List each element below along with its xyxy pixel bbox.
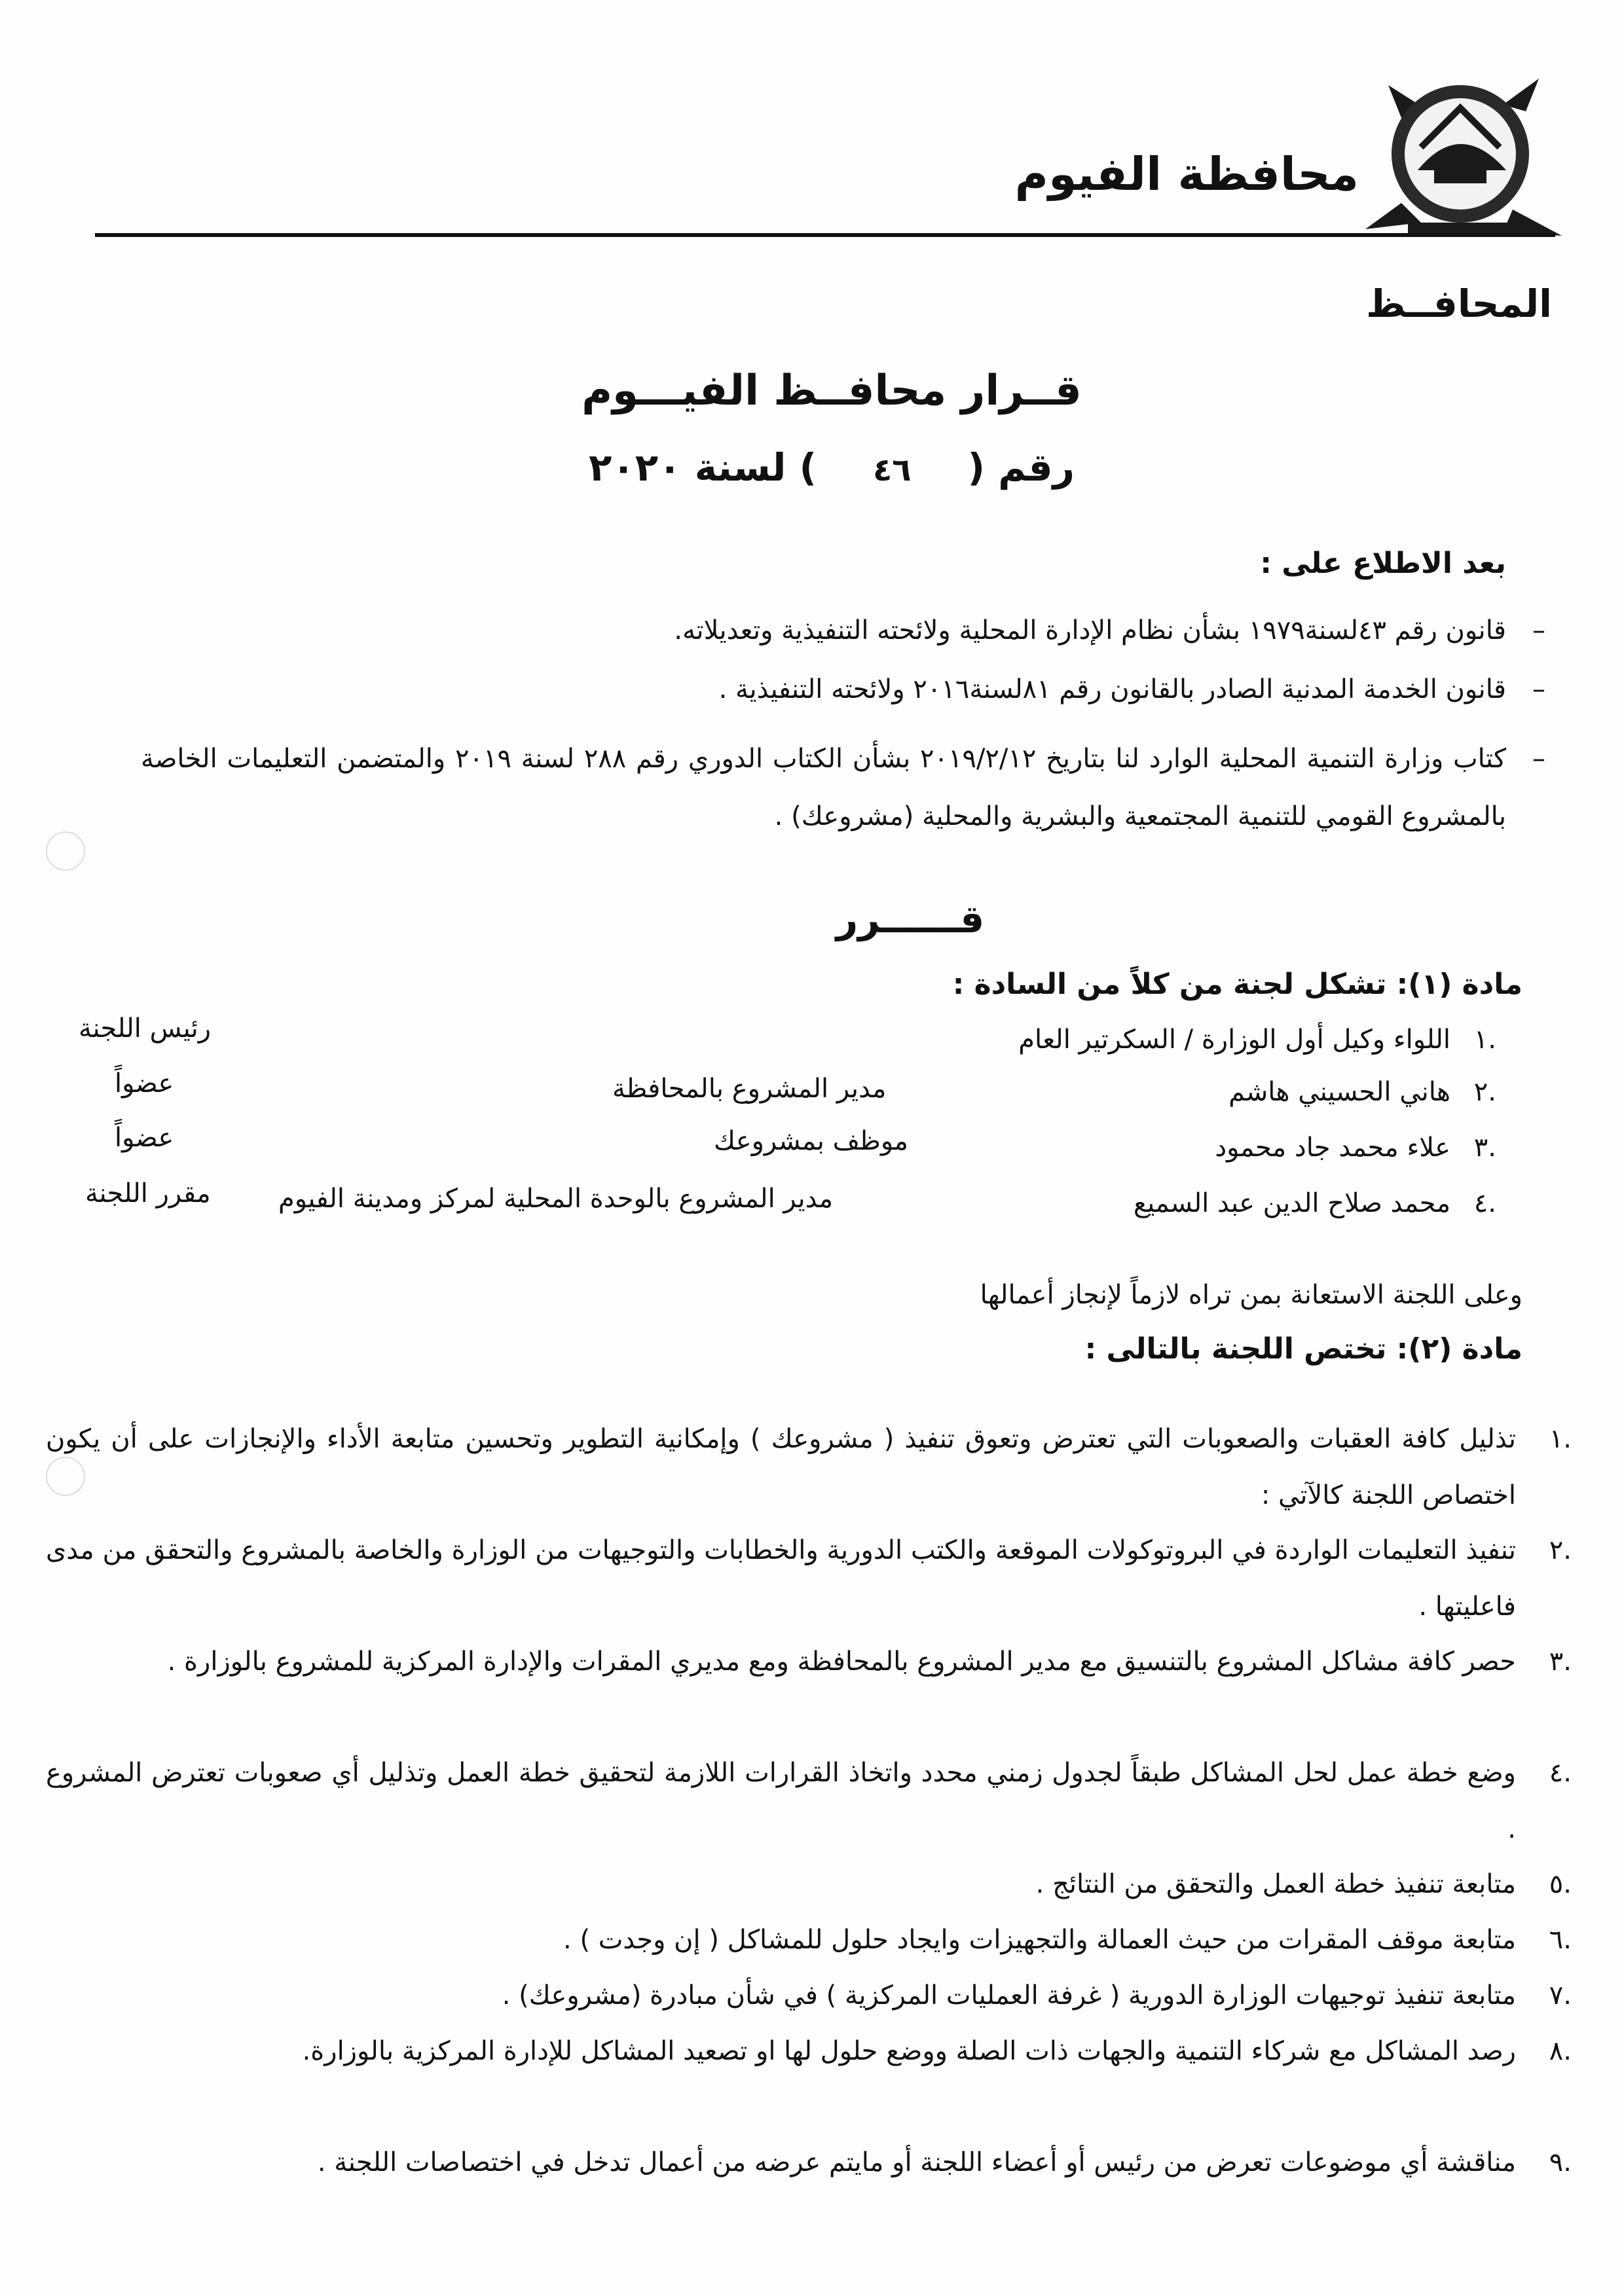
list-item: .١ تذليل كافة العقبات والصعوبات التي تعترض وتعوق تنفيذ ( مشروعك ) وإمكانية التطوير وتحسين متابعة الأداء والإنجازات على أن يكون اختصاص اللجنة كالآتي : — [46, 1424, 1572, 1510]
list-item: .٨ رصد المشاكل مع شركاء التنمية والجهات ذات الصلة ووضع حلول لها او تصعيد المشاكل للإدارة المركزية بالوزارة. — [302, 2036, 1572, 2066]
list-item: .٥ متابعة تنفيذ خطة العمل والتحقق من النتائج . — [1035, 1869, 1572, 1899]
member-role: مقرر اللجنة — [85, 1178, 211, 1209]
article-1-heading: مادة (١): تشكل لجنة من كلاً من السادة : — [952, 968, 1522, 1001]
list-item: .٦ متابعة موقف المقرات من حيث العمالة والتجهيزات وايجاد حلول للمشاكل ( إن وجدت ) . — [563, 1925, 1572, 1955]
member-title: موظف بمشروعك — [714, 1126, 908, 1156]
header-divider — [95, 233, 1555, 237]
decree-number-value: ٤٦ — [873, 452, 912, 488]
member-title: مدير المشروع بالوحدة المحلية لمركز ومدينة الفيوم — [278, 1184, 834, 1214]
decree-number — [0, 445, 1624, 490]
governorate-name: محافظة الفيوم — [1014, 147, 1359, 201]
member-title: مدير المشروع بالمحافظة — [612, 1074, 887, 1104]
member-role: رئيس اللجنة — [79, 1013, 212, 1044]
preamble-item-3: – كتاب وزارة التنمية المحلية الوارد لنا بتاريخ ٢٠١٩/٢/١٢ بشأن الكتاب الدوري رقم ٢٨٨ لسنة ٢٠١٩ والمتضمن التعليمات الخاصة بالمشروع القومي للتنمية المجتمعية والبشرية والمحلية (مشروعك) . — [141, 730, 1506, 845]
decree-number-suffix: ) لسنة ٢٠٢٠ — [588, 445, 817, 490]
preamble-item-2: – قانون الخدمة المدنية الصادر بالقانون رقم ٨١لسنة٢٠١٦ ولائحته التنفيذية . — [718, 674, 1545, 704]
dash-bullet: – — [1532, 615, 1545, 646]
article-2-heading: مادة (٢): تختص اللجنة بالتالى : — [1084, 1332, 1522, 1366]
list-item: .٣ حصر كافة مشاكل المشروع بالتنسيق مع مدير المشروع بالمحافظة ومع مديري المقرات والإدارة المركزية للمشروع بالوزارة . — [167, 1647, 1572, 1677]
decided-heading: قــــــرر — [836, 897, 985, 941]
member-role: عضواً — [115, 1068, 174, 1099]
list-item: .٩ مناقشة أي موضوعات تعرض من رئيس أو أعضاء اللجنة أو مايتم عرضه من أعمال تدخل في اختصاصات اللجنة . — [317, 2147, 1572, 2178]
member-name: هاني الحسيني هاشم — [1228, 1077, 1450, 1107]
member-row: .٣ علاء محمد جاد محمود — [1215, 1133, 1496, 1163]
member-name: علاء محمد جاد محمود — [1215, 1133, 1450, 1163]
governorate-logo-icon — [1362, 72, 1565, 249]
decree-number-prefix: رقم ( — [967, 445, 1075, 490]
dash-bullet: – — [1532, 674, 1545, 704]
preamble-item-1: – قانون رقم ٤٣لسنة١٩٧٩ بشأن نظام الإدارة المحلية ولائحته التنفيذية وتعديلاته. — [674, 615, 1545, 646]
article-1-note: وعلى اللجنة الاستعانة بمن تراه لازماً لإنجاز أعمالها — [980, 1280, 1522, 1310]
member-row: .٢ هاني الحسيني هاشم — [1228, 1077, 1496, 1107]
member-name: اللواء وكيل أول الوزارة / السكرتير العام — [1018, 1025, 1450, 1055]
dash-bullet: – — [1532, 744, 1545, 774]
list-item: .٢ تنفيذ التعليمات الواردة في البروتوكولات الموقعة والكتب الدورية والخطابات والتوجيهات من الوزارة والخاصة بالمشروع والتحقق من مدى فاعليتها . — [46, 1535, 1572, 1622]
member-name: محمد صلاح الدين عبد السميع — [1133, 1188, 1450, 1218]
list-item: .٤ وضع خطة عمل لحل المشاكل طبقاً لجدول زمني محدد واتخاذ القرارات اللازمة لتحقيق خطة العمل وتذليل أي صعوبات تعترض المشروع . — [46, 1758, 1572, 1844]
member-row: .٤ محمد صلاح الدين عبد السميع — [1133, 1188, 1496, 1218]
member-row: .١ اللواء وكيل أول الوزارة / السكرتير العام — [1018, 1025, 1496, 1055]
decree-title: قــرار محافــظ الفيـــوم — [581, 367, 1082, 415]
punch-hole-mark — [46, 831, 85, 871]
governor-label: المحافــظ — [1366, 282, 1552, 326]
preamble-heading: بعد الاطلاع على : — [1260, 547, 1506, 580]
list-item: .٧ متابعة تنفيذ توجيهات الوزارة الدورية ( غرفة العمليات المركزية ) في شأن مبادرة (مشروعك) . — [502, 1980, 1572, 2011]
member-role: عضواً — [115, 1123, 174, 1153]
